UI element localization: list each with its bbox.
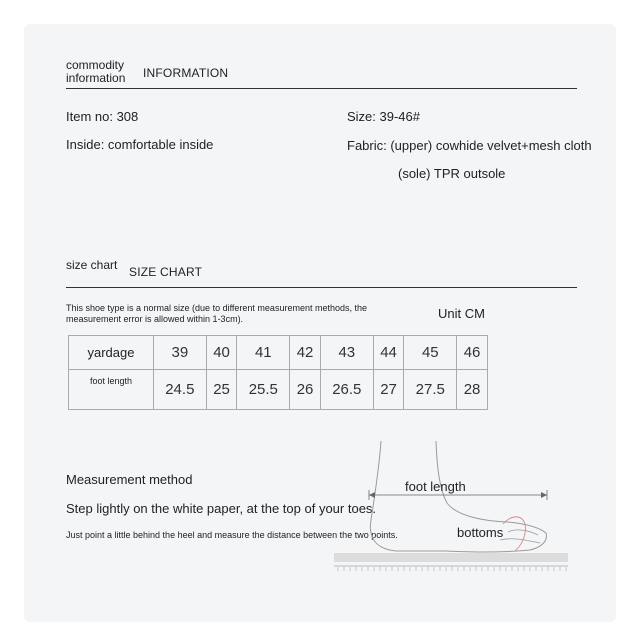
bottoms-label: bottoms: [457, 525, 504, 540]
inside-material: Inside: comfortable inside: [66, 137, 214, 152]
foot-length-cell: 28: [457, 370, 488, 410]
measurement-step: Step lightly on the white paper, at the top of your toes.: [66, 501, 377, 516]
sole-material: (sole) TPR outsole: [398, 166, 506, 181]
fabric-material: Fabric: (upper) cowhide velvet+mesh cloth: [347, 138, 592, 153]
commodity-label-line1: commodity: [66, 58, 125, 72]
ruler-ticks: [338, 566, 566, 571]
foot-length-label: foot length: [405, 479, 466, 494]
foot-length-cell: 24.5: [154, 370, 207, 410]
foot-length-label: foot length: [69, 370, 154, 410]
yardage-cell: 44: [373, 336, 404, 370]
information-heading: INFORMATION: [143, 66, 229, 80]
yardage-cell: 42: [290, 336, 321, 370]
toe-outline: [508, 530, 538, 535]
yardage-cell: 45: [404, 336, 457, 370]
size-range: Size: 39-46#: [347, 109, 420, 124]
arrow-right-icon: [541, 492, 547, 498]
foot-length-cell: 27.5: [404, 370, 457, 410]
size-chart-label: size chart: [66, 258, 118, 272]
measurement-title: Measurement method: [66, 472, 193, 487]
foot-length-cell: 27: [373, 370, 404, 410]
yardage-cell: 46: [457, 336, 488, 370]
yardage-cell: 41: [237, 336, 290, 370]
foot-length-cell: 26: [290, 370, 321, 410]
yardage-label: yardage: [69, 336, 154, 370]
yardage-cell: 39: [154, 336, 207, 370]
foot-length-cell: 26.5: [320, 370, 373, 410]
item-number: Item no: 308: [66, 109, 139, 124]
size-note-line2: measurement error is allowed within 1-3cm).: [66, 314, 244, 324]
arrow-left-icon: [369, 492, 375, 498]
foot-length-cell: 25.5: [237, 370, 290, 410]
size-note-line1: This shoe type is a normal size (due to different measurement methods, the: [66, 303, 367, 313]
commodity-label-line2: information: [66, 71, 126, 85]
measurement-sub: Just point a little behind the heel and measure the distance between the two points.: [66, 530, 398, 540]
yardage-cell: 40: [206, 336, 237, 370]
paper-floor: [334, 553, 568, 562]
yardage-cell: 43: [320, 336, 373, 370]
size-chart-heading: SIZE CHART: [129, 265, 203, 279]
toe-outline-2: [500, 539, 540, 543]
unit-label: Unit CM: [438, 306, 485, 321]
foot-length-cell: 25: [206, 370, 237, 410]
